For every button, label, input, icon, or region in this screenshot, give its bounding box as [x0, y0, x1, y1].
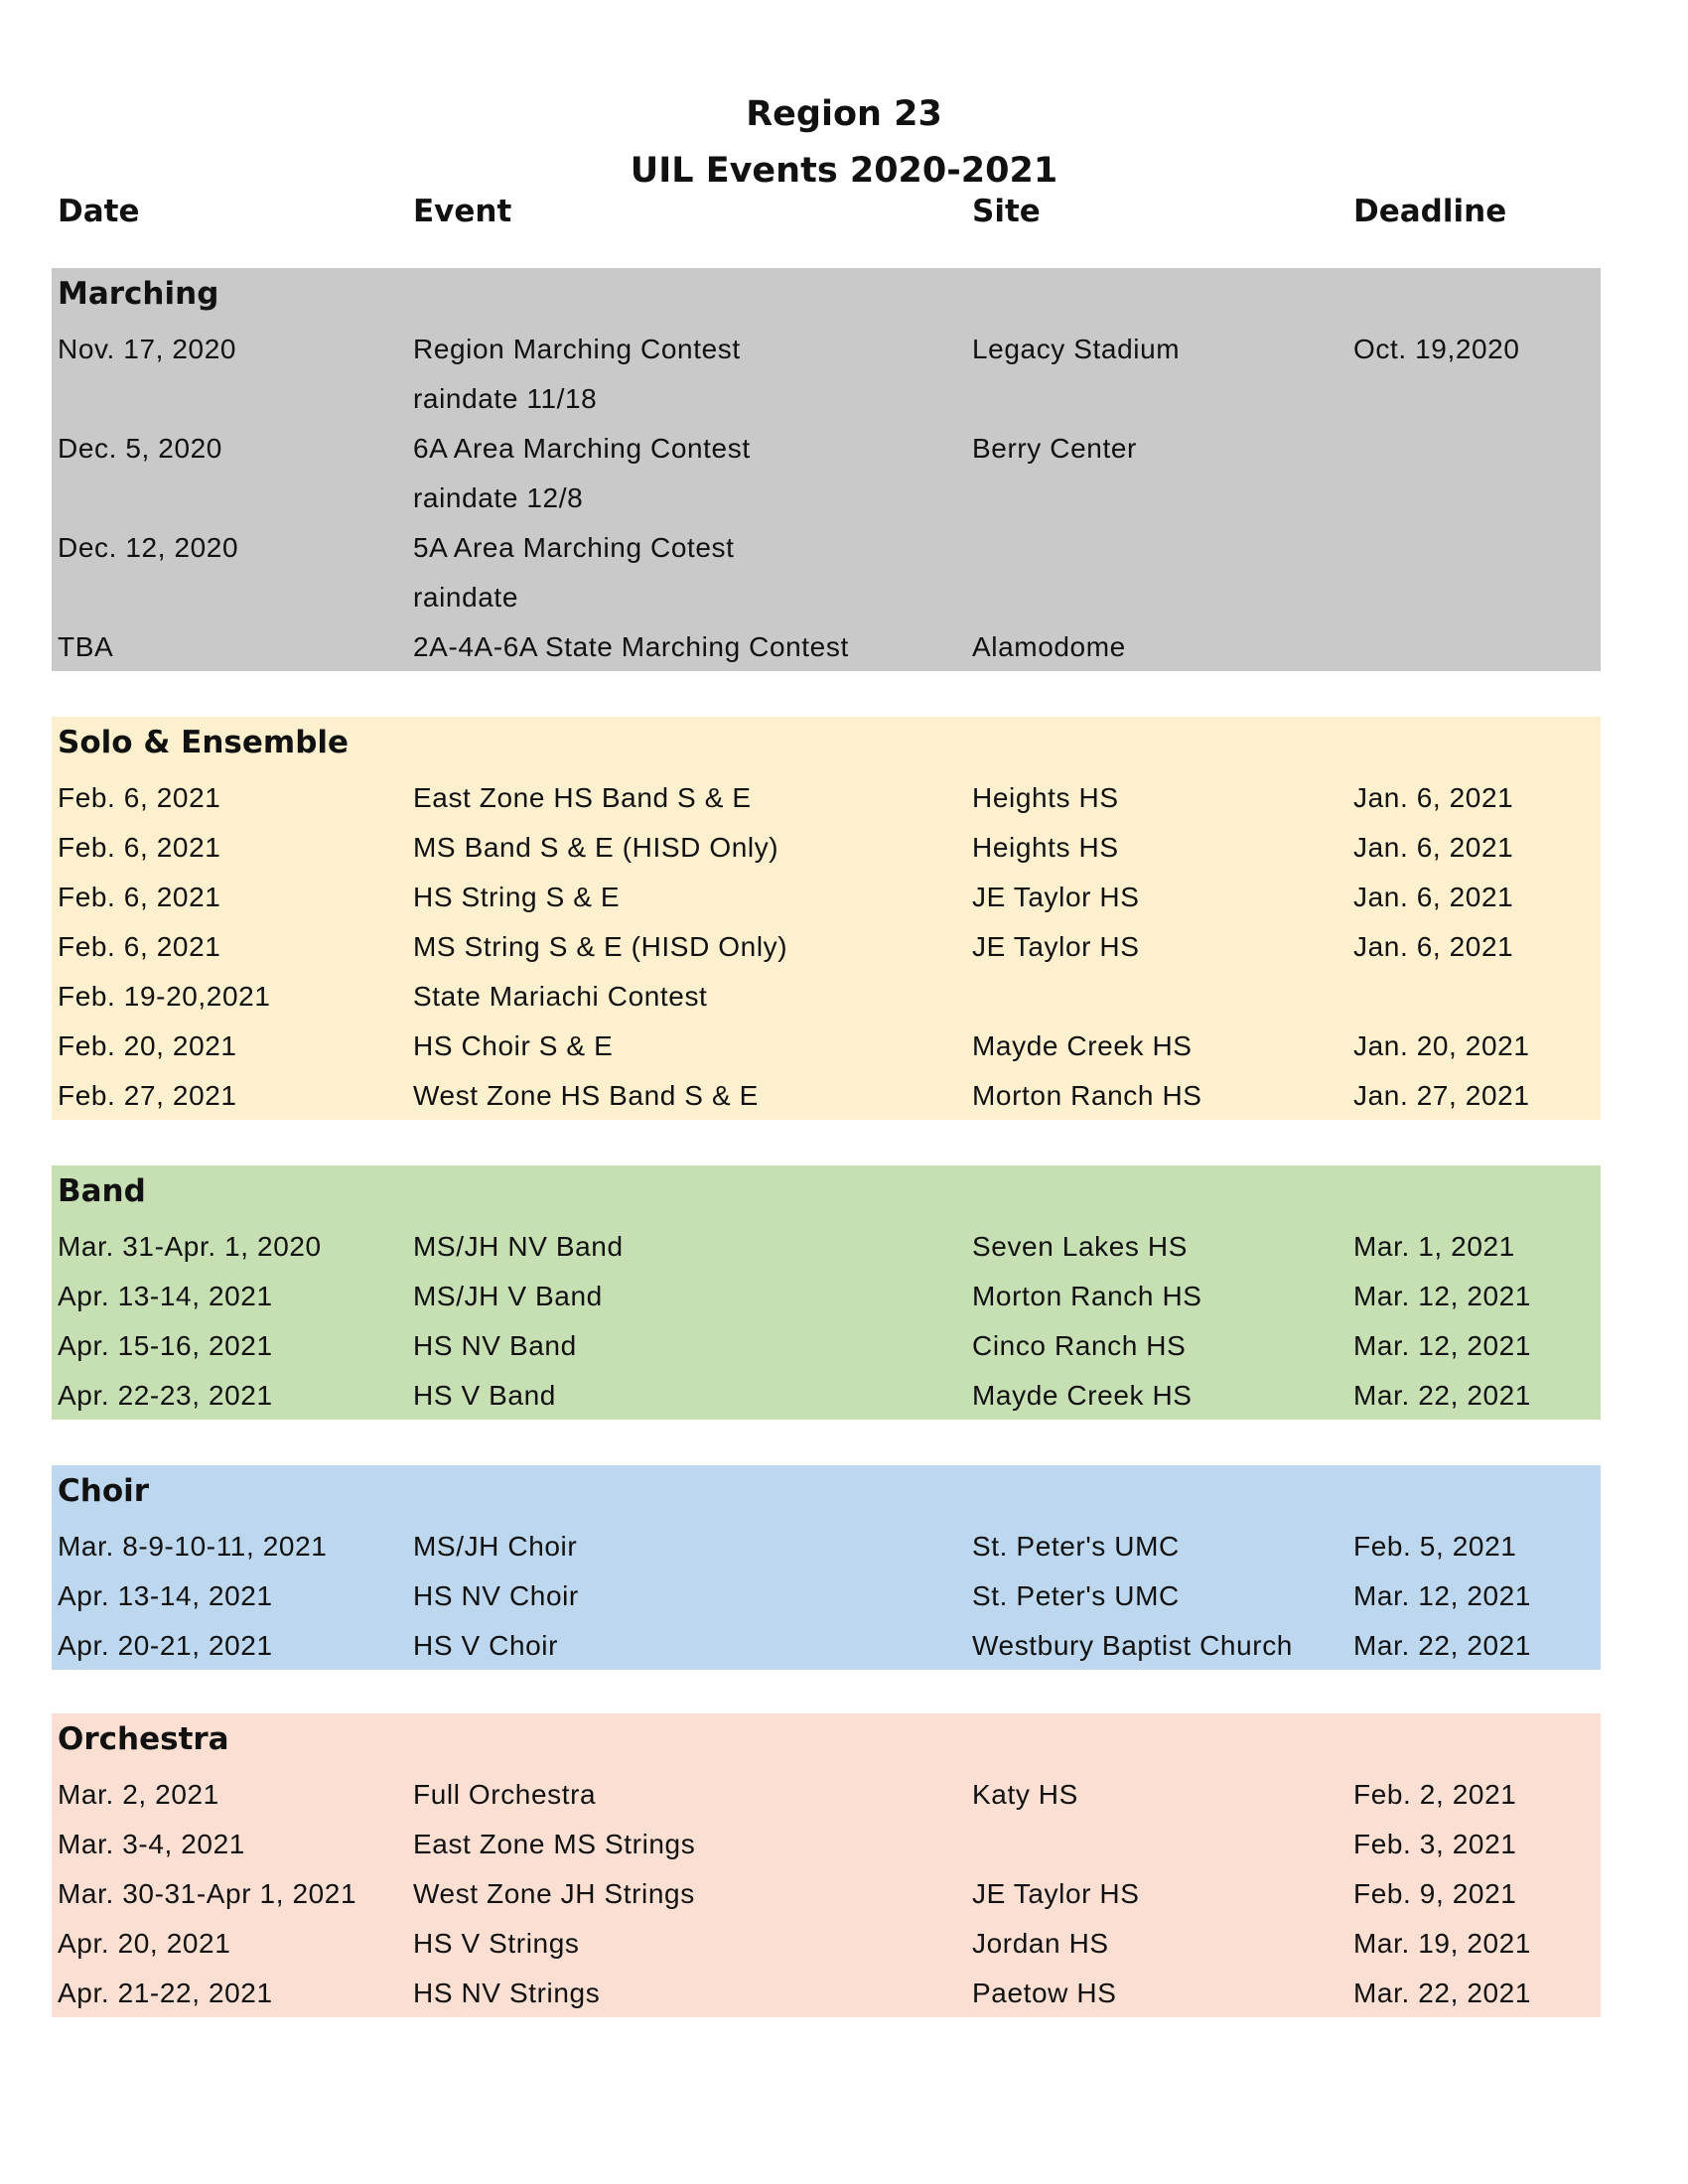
site-cell: Morton Ranch HS — [972, 1080, 1202, 1111]
section-marching — [52, 268, 1601, 671]
deadline-cell: Jan. 27, 2021 — [1353, 1080, 1530, 1111]
date-cell: Mar. 2, 2021 — [58, 1779, 219, 1810]
section-band — [52, 1165, 1601, 1420]
event-cell: HS NV Band — [413, 1330, 577, 1361]
date-cell: Apr. 21-22, 2021 — [58, 1978, 273, 2008]
event-cell: HS V Strings — [413, 1928, 580, 1959]
section-title: Band — [58, 1173, 146, 1209]
site-cell: St. Peter's UMC — [972, 1531, 1180, 1562]
deadline-cell: Jan. 6, 2021 — [1353, 782, 1514, 813]
date-cell: Dec. 5, 2020 — [58, 433, 222, 464]
event-cell: MS/JH NV Band — [413, 1231, 624, 1262]
site-cell: St. Peter's UMC — [972, 1580, 1180, 1611]
deadline-cell: Mar. 1, 2021 — [1353, 1231, 1515, 1262]
site-cell: Berry Center — [972, 433, 1137, 464]
section-choir — [52, 1465, 1601, 1670]
section-title: Choir — [58, 1473, 150, 1509]
site-cell: Cinco Ranch HS — [972, 1330, 1187, 1361]
event-cell: HS NV Strings — [413, 1978, 601, 2008]
column-header-site: Site — [972, 194, 1041, 229]
table-row — [52, 973, 1601, 1023]
column-header-date: Date — [58, 194, 140, 229]
date-cell: Apr. 13-14, 2021 — [58, 1580, 273, 1611]
date-cell: Feb. 20, 2021 — [58, 1030, 237, 1061]
event-cell: Full Orchestra — [413, 1779, 597, 1810]
event-cell: East Zone HS Band S & E — [413, 782, 752, 813]
date-cell: Mar. 31-Apr. 1, 2020 — [58, 1231, 322, 1262]
table-row — [52, 623, 1601, 673]
site-cell: Mayde Creek HS — [972, 1030, 1193, 1061]
deadline-cell: Mar. 19, 2021 — [1353, 1928, 1532, 1959]
date-cell: Mar. 8-9-10-11, 2021 — [58, 1531, 328, 1562]
deadline-cell: Mar. 12, 2021 — [1353, 1580, 1532, 1611]
deadline-cell: Jan. 6, 2021 — [1353, 832, 1514, 863]
section-title: Marching — [58, 276, 219, 312]
event-cell: Region Marching Contest — [413, 334, 741, 364]
table-row — [52, 1622, 1601, 1672]
section-rows — [52, 1771, 1601, 2019]
date-cell: Feb. 6, 2021 — [58, 931, 221, 962]
table-row — [52, 1023, 1601, 1072]
table-row — [52, 425, 1601, 475]
deadline-cell: Mar. 22, 2021 — [1353, 1380, 1532, 1411]
date-cell: Feb. 6, 2021 — [58, 832, 221, 863]
event-cell: East Zone MS Strings — [413, 1829, 696, 1859]
date-cell: Feb. 27, 2021 — [58, 1080, 237, 1111]
section-rows — [52, 326, 1601, 673]
table-row — [52, 1322, 1601, 1372]
date-cell: Mar. 30-31-Apr 1, 2021 — [58, 1878, 357, 1909]
column-header-deadline: Deadline — [1353, 194, 1507, 229]
event-cell: West Zone JH Strings — [413, 1878, 695, 1909]
event-cell: raindate — [413, 582, 518, 613]
site-cell: JE Taylor HS — [972, 882, 1140, 912]
table-row — [52, 524, 1601, 574]
table-row — [52, 1920, 1601, 1970]
table-row — [52, 1771, 1601, 1821]
table-row — [52, 475, 1601, 524]
deadline-cell: Jan. 20, 2021 — [1353, 1030, 1530, 1061]
column-header-row — [0, 194, 1688, 237]
site-cell: Paetow HS — [972, 1978, 1117, 2008]
date-cell: Dec. 12, 2020 — [58, 532, 239, 563]
table-row — [52, 824, 1601, 874]
event-cell: MS/JH Choir — [413, 1531, 578, 1562]
event-cell: HS String S & E — [413, 882, 621, 912]
deadline-cell: Mar. 12, 2021 — [1353, 1281, 1532, 1311]
table-row — [52, 1372, 1601, 1422]
table-row — [52, 574, 1601, 623]
deadline-cell: Mar. 22, 2021 — [1353, 1978, 1532, 2008]
deadline-cell: Jan. 6, 2021 — [1353, 931, 1514, 962]
event-cell: MS/JH V Band — [413, 1281, 603, 1311]
table-row — [52, 1870, 1601, 1920]
section-orchestra — [52, 1713, 1601, 2017]
site-cell: Legacy Stadium — [972, 334, 1181, 364]
section-title: Orchestra — [58, 1721, 229, 1757]
event-cell: HS Choir S & E — [413, 1030, 614, 1061]
event-cell: HS V Band — [413, 1380, 556, 1411]
section-rows — [52, 1523, 1601, 1672]
date-cell: Feb. 6, 2021 — [58, 882, 221, 912]
deadline-cell: Mar. 22, 2021 — [1353, 1630, 1532, 1661]
date-cell: Apr. 20, 2021 — [58, 1928, 231, 1959]
section-solo-ensemble — [52, 717, 1601, 1120]
event-cell: raindate 11/18 — [413, 383, 598, 414]
deadline-cell: Feb. 3, 2021 — [1353, 1829, 1517, 1859]
deadline-cell: Feb. 9, 2021 — [1353, 1878, 1517, 1909]
date-cell: Feb. 6, 2021 — [58, 782, 221, 813]
table-row — [52, 1223, 1601, 1273]
site-cell: Westbury Baptist Church — [972, 1630, 1293, 1661]
site-cell: Morton Ranch HS — [972, 1281, 1202, 1311]
deadline-cell: Jan. 6, 2021 — [1353, 882, 1514, 912]
table-row — [52, 874, 1601, 923]
section-title: Solo & Ensemble — [58, 725, 350, 760]
deadline-cell: Feb. 2, 2021 — [1353, 1779, 1517, 1810]
table-row — [52, 1970, 1601, 2019]
site-cell: JE Taylor HS — [972, 931, 1140, 962]
event-cell: 6A Area Marching Contest — [413, 433, 751, 464]
table-row — [52, 1273, 1601, 1322]
event-cell: 5A Area Marching Cotest — [413, 532, 735, 563]
event-cell: State Mariachi Contest — [413, 981, 708, 1012]
date-cell: Nov. 17, 2020 — [58, 334, 237, 364]
date-cell: Apr. 13-14, 2021 — [58, 1281, 273, 1311]
page-subtitle: UIL Events 2020-2021 — [630, 151, 1058, 191]
site-cell: Heights HS — [972, 782, 1119, 813]
section-rows — [52, 1223, 1601, 1422]
date-cell: Apr. 22-23, 2021 — [58, 1380, 273, 1411]
page-title: Region 23 — [746, 94, 942, 134]
date-cell: Feb. 19-20,2021 — [58, 981, 271, 1012]
table-row — [52, 375, 1601, 425]
event-cell: West Zone HS Band S & E — [413, 1080, 759, 1111]
date-cell: Apr. 15-16, 2021 — [58, 1330, 273, 1361]
site-cell: Katy HS — [972, 1779, 1078, 1810]
event-cell: 2A-4A-6A State Marching Contest — [413, 631, 849, 662]
section-rows — [52, 774, 1601, 1122]
date-cell: Apr. 20-21, 2021 — [58, 1630, 273, 1661]
site-cell: Seven Lakes HS — [972, 1231, 1188, 1262]
event-cell: MS String S & E (HISD Only) — [413, 931, 788, 962]
table-row — [52, 1523, 1601, 1572]
site-cell: Heights HS — [972, 832, 1119, 863]
site-cell: Mayde Creek HS — [972, 1380, 1193, 1411]
date-cell: TBA — [58, 631, 114, 662]
event-cell: HS NV Choir — [413, 1580, 579, 1611]
table-row — [52, 1072, 1601, 1122]
table-row — [52, 1572, 1601, 1622]
column-header-event: Event — [413, 194, 512, 229]
table-row — [52, 923, 1601, 973]
deadline-cell: Feb. 5, 2021 — [1353, 1531, 1517, 1562]
table-row — [52, 1821, 1601, 1870]
event-cell: MS Band S & E (HISD Only) — [413, 832, 779, 863]
site-cell: JE Taylor HS — [972, 1878, 1140, 1909]
table-row — [52, 774, 1601, 824]
site-cell: Alamodome — [972, 631, 1126, 662]
site-cell: Jordan HS — [972, 1928, 1109, 1959]
table-row — [52, 326, 1601, 375]
deadline-cell: Mar. 12, 2021 — [1353, 1330, 1532, 1361]
deadline-cell: Oct. 19,2020 — [1353, 334, 1520, 364]
event-cell: raindate 12/8 — [413, 482, 584, 513]
event-cell: HS V Choir — [413, 1630, 559, 1661]
date-cell: Mar. 3-4, 2021 — [58, 1829, 245, 1859]
